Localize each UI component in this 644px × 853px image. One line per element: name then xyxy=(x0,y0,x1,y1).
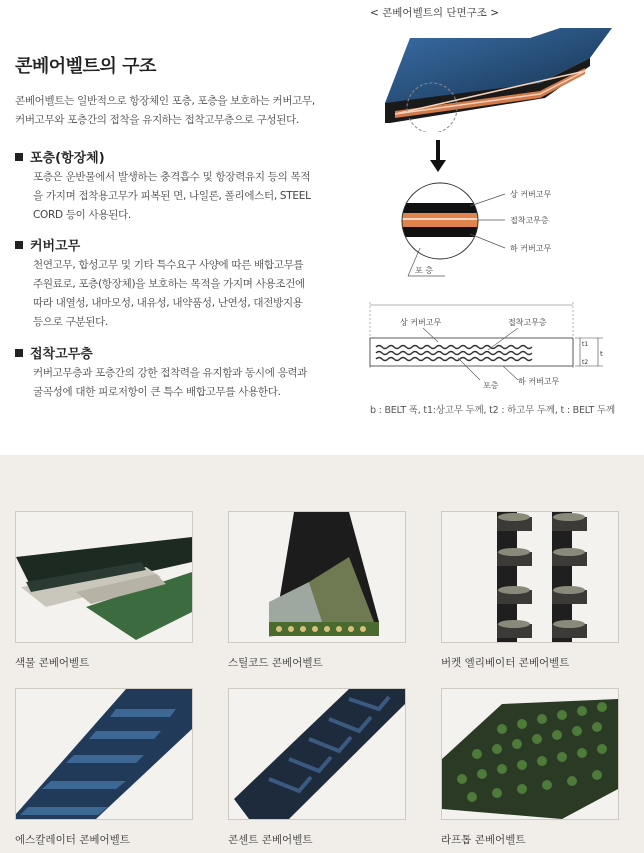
steel-cord-belt-photo xyxy=(228,511,406,643)
label-ply: 포 층 xyxy=(415,266,433,275)
dim-t1: t1 xyxy=(582,341,589,348)
bucket-elevator-belt-photo xyxy=(441,511,619,643)
section-label-adhesive: 접착고무층 xyxy=(508,318,547,327)
ply-heading: 포층(항장체) xyxy=(15,147,105,166)
caption-steel-cord: 스틸코드 콘베어벨트 xyxy=(228,657,323,669)
diagram-caption: < 콘베어벨트의 단면구조 > xyxy=(370,7,500,19)
chevron-belt-photo xyxy=(228,688,406,820)
belt-layer-detail xyxy=(370,176,575,286)
section-label-ply: 포층 xyxy=(483,381,499,390)
page-title: 콘베어벨트의 구조 xyxy=(15,56,156,77)
cover-rubber-body: 천연고무, 합성고무 및 기타 특수요구 사양에 따른 배합고무를 주원료로, 포층(항장체)을 보호하는 목적을 가지며 사용조건에 따라 내열성, 내마모성, 내유성, 내약품성, 난연성, 대전방지용 등으로 구분된다. xyxy=(33,259,305,328)
arrow-down-icon xyxy=(428,140,448,174)
section-label-lower: 하 커버고무 xyxy=(518,377,560,386)
belt-section-diagram xyxy=(368,300,608,396)
rough-top-belt-photo xyxy=(441,688,619,820)
belt-3d-illustration xyxy=(380,28,612,132)
section-label-upper: 상 커버고무 xyxy=(400,318,442,327)
label-lower-cover: 하 커버고무 xyxy=(510,244,552,253)
adhesive-heading: 접착고무층 xyxy=(15,343,93,362)
ply-body: 포층은 운반물에서 발생하는 충격흡수 및 항장력유지 등의 목적 을 가지며 접착용고무가 피복된 면, 나일론, 폴리에스터, STEEL CORD 등이 사용된다. xyxy=(33,171,311,221)
label-upper-cover: 상 커버고무 xyxy=(510,190,552,199)
caption-chevron: 콘센트 콘베어벨트 xyxy=(228,834,313,846)
cleated-belt-photo xyxy=(15,688,193,820)
label-adhesive: 접착고무층 xyxy=(510,216,549,225)
caption-cleated: 에스칼레이터 콘베어벨트 xyxy=(15,834,130,846)
caption-rough-top: 라프톱 콘베어벨트 xyxy=(441,834,526,846)
dim-t2: t2 xyxy=(582,359,589,366)
caption-bucket-elevator: 버켓 엘리베이터 콘베어벨트 xyxy=(441,657,570,669)
intro-text: 콘베어벨트는 일반적으로 항장체인 포층, 포층을 보호하는 커버고무, 커버고무와 포층간의 접착을 유지하는 접착고무층으로 구성된다. xyxy=(15,95,315,126)
cover-rubber-heading: 커버고무 xyxy=(15,235,80,254)
multi-ply-belt-photo xyxy=(15,511,193,643)
product-gallery xyxy=(0,455,644,853)
dimension-legend: b : BELT 폭, t1:상고무 두께, t2 : 하고무 두께, t : BELT 두께 xyxy=(370,405,615,416)
adhesive-body: 커버고무층과 포층간의 강한 접착력을 유지함과 동시에 응력과 굴곡성에 대한 피로저항이 큰 특수 배합고무를 사용한다. xyxy=(33,367,308,398)
dim-t: t xyxy=(600,350,603,358)
caption-multi-ply: 색물 콘베어벨트 xyxy=(15,657,90,669)
